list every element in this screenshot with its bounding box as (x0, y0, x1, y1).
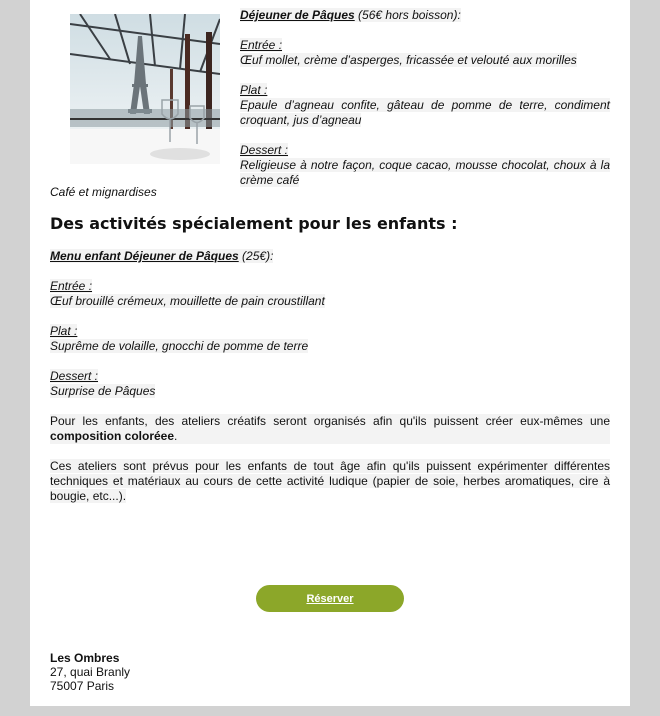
easter-menu-title: Déjeuner de Pâques (240, 8, 355, 22)
kids-menu-title: Menu enfant Déjeuner de Pâques (50, 249, 239, 263)
footer-address (50, 651, 130, 693)
dessert-text: Religieuse à notre façon, coque cacao, mousse chocolat, choux à la crème café (240, 158, 610, 187)
kids-entree-text: Œuf brouillé crémeux, mouillette de pain croustillant (50, 294, 325, 308)
reserve-button[interactable]: Réserver (256, 585, 404, 612)
easter-menu-title-line (240, 8, 610, 23)
plat-text: Epaule d’agneau confite, gâteau de pomme de terre, condiment croquant, jus d’agneau (240, 98, 610, 127)
workshop-paragraph-2: Ces ateliers sont prévus pour les enfants de tout âge afin qu'ils puissent expérimenter différentes techniques et matériaux au cours de cette activité ludique (papier de soie, herbes aromatiques, cire à bougie, etc...). (50, 459, 610, 503)
workshop-highlight: composition coloréee (50, 429, 175, 443)
easter-menu-price: (56€ hors boisson): (354, 8, 461, 22)
restaurant-city: 75007 Paris (50, 679, 115, 693)
restaurant-photo (70, 14, 220, 164)
plat-label: Plat : (240, 83, 268, 97)
workshop-paragraph-1 (50, 414, 610, 444)
kids-plat-label: Plat : (50, 324, 78, 338)
coffee-line: Café et mignardises (50, 185, 157, 199)
workshop-paragraph-1-text: Pour les enfants, des ateliers créatifs seront organisés afin qu'ils puissent créer eux-mêmes une (50, 414, 610, 428)
kids-section (50, 249, 610, 504)
dessert-label: Dessert : (240, 143, 289, 157)
entree-text: Œuf mollet, crème d’asperges, fricassée et velouté aux morilles (240, 53, 577, 67)
kids-entree-label: Entrée : (50, 279, 93, 293)
workshop-paragraph-1-end: . (174, 429, 178, 443)
easter-menu (240, 8, 610, 188)
kids-plat-text: Suprême de volaille, gnocchi de pomme de terre (50, 339, 309, 353)
kids-dessert-label: Dessert : (50, 369, 99, 383)
restaurant-eiffel-tower-photo (70, 14, 220, 164)
kids-dessert-text: Surprise de Pâques (50, 384, 156, 398)
email-page (30, 0, 630, 706)
restaurant-name: Les Ombres (50, 651, 120, 665)
restaurant-street: 27, quai Branly (50, 665, 131, 679)
kids-heading: Des activités spécialement pour les enfants : (50, 214, 458, 233)
entree-label: Entrée : (240, 38, 283, 52)
kids-menu-price: (25€): (238, 249, 274, 263)
